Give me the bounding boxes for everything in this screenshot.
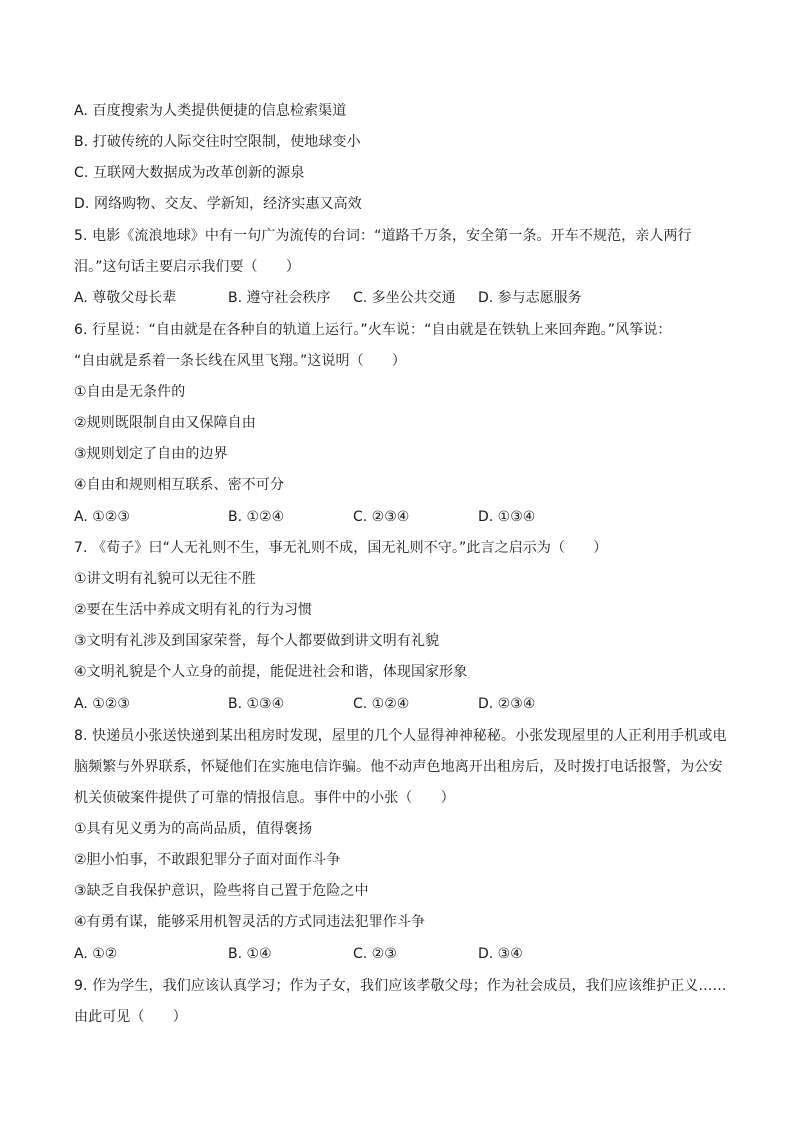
q7-option-c: C. ①②④: [353, 696, 410, 712]
q8-stem-line2: 脑频繁与外界联系，怀疑他们在实施电信诈骗。他不动声色地离开出租房后，及时拨打电话报警，为公安: [74, 759, 723, 775]
q7-item-3: ③文明有礼涉及到国家荣誉，每个人都要做到讲文明有礼貌: [74, 633, 440, 649]
q8-item-4: ④有勇有谋，能够采用机智灵活的方式同违法犯罪作斗争: [74, 914, 426, 930]
q8-option-c: C. ②③: [353, 946, 397, 962]
q7-item-1: ①讲文明有礼貌可以无往不胜: [74, 571, 256, 587]
q8-option-a: A. ①②: [74, 946, 118, 962]
q7-option-d: D. ②③④: [478, 696, 536, 712]
q9-stem-line2: 由此可见（ ）: [74, 1009, 187, 1025]
q4-option-c: C. 互联网大数据成为改革创新的源泉: [74, 165, 305, 181]
q6-item-1: ①自由是无条件的: [74, 384, 186, 400]
q7-option-b: B. ①③④: [228, 696, 285, 712]
q6-stem-line2: “自由就是系着一条长线在风里飞翔。”这说明（ ）: [74, 353, 407, 369]
q9-stem-line1: 9. 作为学生，我们应该认真学习；作为子女，我们应该孝敬父母；作为社会成员，我们应该维护正义……: [74, 978, 727, 994]
q5-option-a: A. 尊敬父母长辈: [74, 290, 177, 306]
q8-item-3: ③缺乏自我保护意识，险些将自己置于危险之中: [74, 883, 369, 899]
q8-item-2: ②胆小怕事，不敢跟犯罪分子面对面作斗争: [74, 852, 341, 868]
q4-option-b: B. 打破传统的人际交往时空限制，使地球变小: [74, 134, 361, 150]
q5-stem-line2: 泪。”这句话主要启示我们要（ ）: [74, 259, 300, 275]
q5-stem-line1: 5. 电影《流浪地球》中有一句广为流传的台词：“道路千万条，安全第一条。开车不规范，亲人两行: [74, 228, 692, 244]
q8-option-b: B. ①④: [228, 946, 272, 962]
q6-option-a: A. ①②③: [74, 509, 130, 525]
q5-option-c: C. 多坐公共交通: [353, 290, 456, 306]
q7-item-2: ②要在生活中养成文明有礼的行为习惯: [74, 602, 313, 618]
q4-option-a: A. 百度搜索为人类提供便捷的信息检索渠道: [74, 103, 347, 119]
q6-option-b: B. ①②④: [228, 509, 285, 525]
q8-option-d: D. ③④: [478, 946, 523, 962]
q6-item-3: ③规则划定了自由的边界: [74, 446, 228, 462]
q8-stem-line3: 机关侦破案件提供了可靠的情报信息。事件中的小张（ ）: [74, 790, 455, 806]
q7-item-4: ④文明礼貌是个人立身的前提，能促进社会和谐，体现国家形象: [74, 664, 468, 680]
q7-stem-line1: 7. 《荀子》曰“人无礼则不生，事无礼则不成，国无礼则不守。”此言之启示为（ ）: [74, 540, 608, 556]
q8-stem-line1: 8. 快递员小张送快递到某出租房时发现，屋里的几个人显得神神秘秘。小张发现屋里的人正利用手机或电: [74, 728, 727, 744]
q4-option-d: D. 网络购物、交友、学新知，经济实惠又高效: [74, 196, 362, 212]
q7-option-a: A. ①②③: [74, 696, 130, 712]
q6-stem-line1: 6. 行星说：“自由就是在各种自的轨道上运行。”火车说：“自由就是在铁轨上来回奔跑。”风筝说：: [74, 322, 672, 338]
q6-item-4: ④自由和规则相互联系、密不可分: [74, 477, 285, 493]
q6-option-c: C. ②③④: [353, 509, 410, 525]
q5-option-d: D. 参与志愿服务: [478, 290, 582, 306]
q5-option-b: B. 遵守社会秩序: [228, 290, 331, 306]
q6-item-2: ②规则既限制自由又保障自由: [74, 415, 256, 431]
q8-item-1: ①具有见义勇为的高尚品质，值得褒扬: [74, 821, 313, 837]
q6-option-d: D. ①③④: [478, 509, 536, 525]
